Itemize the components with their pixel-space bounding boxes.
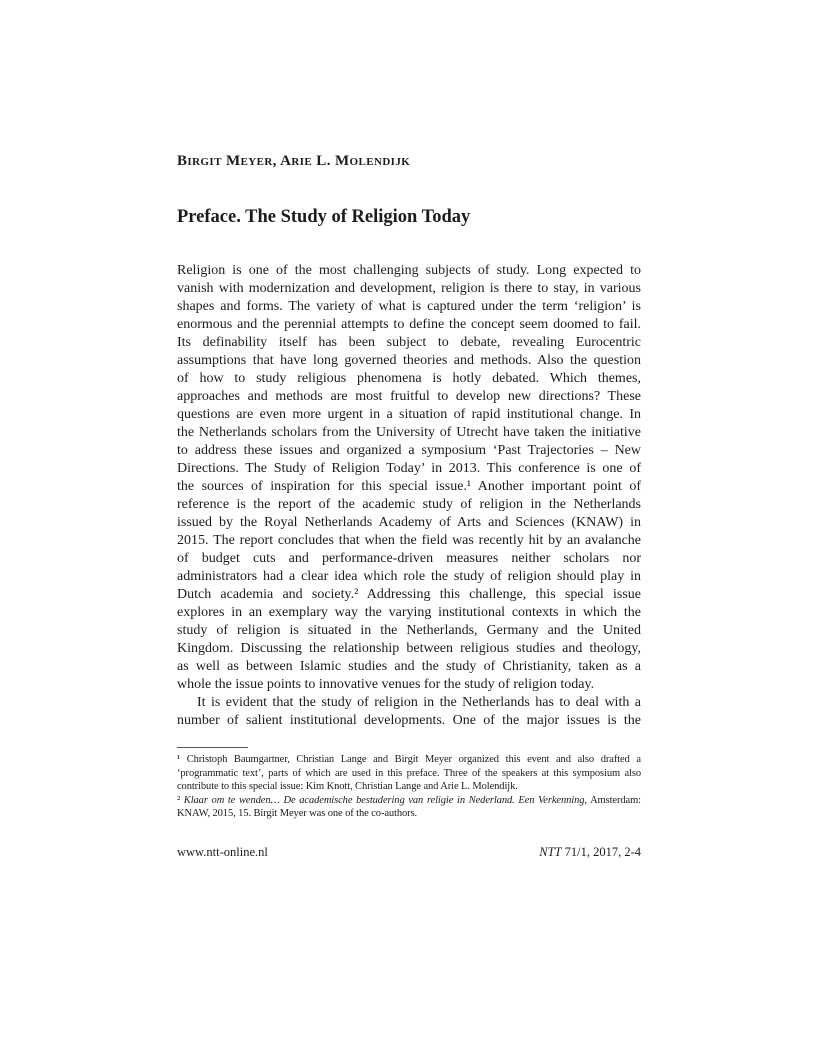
page-footer [177, 845, 641, 860]
text-line: of how to study religious phenomena is hotly debated. Which themes, [177, 371, 641, 386]
citation-text: 71/1, 2017, 2-4 [561, 845, 641, 859]
text-line: shapes and forms. The variety of what is captured under the term ‘religion’ is [177, 299, 641, 314]
text-line: 2015. The report concludes that when the field was recently hit by an avalanche [177, 533, 641, 548]
text-line: Dutch academia and society.² Addressing this challenge, this special issue [177, 587, 641, 602]
text-line: as well as between Islamic studies and the study of Christianity, taken as a [177, 659, 641, 674]
text-line: the Netherlands scholars from the University of Utrecht have taken the initiative [177, 425, 641, 440]
text-line: approaches and methods are most fruitful to develop new directions? These [177, 389, 641, 404]
text-line: enormous and the perennial attempts to define the concept seem doomed to fail. [177, 317, 641, 332]
text-line: number of salient institutional developments. One of the major issues is the [177, 713, 641, 728]
footer-website: www.ntt-online.nl [177, 845, 268, 859]
footnote-line [177, 780, 641, 794]
text-line: the sources of inspiration for this special issue.¹ Another important point of [177, 479, 641, 494]
page-title: Preface. The Study of Religion Today [177, 207, 471, 227]
text-line: whole the issue points to innovative venues for the study of religion today. [177, 677, 595, 692]
footnote-italic-text: Klaar om te wenden… De academische bestudering van religie in Nederland. Een Verkenning [183, 794, 585, 806]
footnote-text: ¹ Christoph Baumgartner, Christian Lange and Birgit Meyer organized this event and also drafted a [177, 754, 641, 765]
text-line: reference is the report of the academic study of religion in the Netherlands [177, 497, 641, 512]
footnote-text: ² [177, 794, 184, 806]
text-line: Kingdom. Discussing the relationship between religious studies and theology, [177, 641, 641, 656]
text-line: study of religion is situated in the Netherlands, Germany and the United [177, 623, 641, 638]
journal-abbrev: NTT [539, 845, 562, 859]
footnote-line [177, 807, 641, 821]
text-line: administrators had a clear idea which role the study of religion should play in [177, 569, 641, 584]
footnote-separator [177, 747, 248, 748]
paragraph [177, 262, 641, 694]
footnote-line [177, 767, 641, 781]
footnote-text: contribute to this special issue: Kim Knott, Christian Lange and Arie L. Molendijk. [177, 781, 518, 793]
text-line: explores in an exemplary way the varying institutional contexts in which the [177, 605, 641, 620]
footnote-text: , Amsterdam: [584, 794, 641, 806]
text-line: Religion is one of the most challenging subjects of study. Long expected to [177, 263, 641, 278]
footnote-line [177, 794, 641, 808]
text-line: of budget cuts and performance-driven measures neither scholars nor [177, 551, 641, 566]
text-line: questions are even more urgent in a situation of rapid institutional change. In [177, 407, 641, 422]
footer-citation [539, 845, 641, 860]
text-line: assumptions that have long governed theories and methods. Also the question [177, 353, 641, 368]
text-line: Its definability itself has been subject to debate, revealing Eurocentric [177, 335, 641, 350]
body-text [177, 262, 641, 730]
paragraph [177, 694, 641, 730]
footnote-line [177, 753, 641, 767]
footnote-text: KNAW, 2015, 15. Birgit Meyer was one of the co-authors. [177, 808, 418, 820]
text-line: Directions. The Study of Religion Today’ in 2013. This conference is one of [177, 461, 641, 476]
authors-line: Birgit Meyer, Arie L. Molendijk [177, 153, 411, 169]
text-line: to address these issues and organized a symposium ‘Past Trajectories – New [177, 443, 641, 458]
text-line: issued by the Royal Netherlands Academy of Arts and Sciences (KNAW) in [177, 515, 641, 530]
footnotes [177, 753, 641, 821]
footnote-text: ‘programmatic text’, parts of which are used in this preface. Three of the speakers at this symposium also [177, 767, 641, 779]
text-line: vanish with modernization and development, religion is there to stay, in various [177, 281, 641, 296]
text-line: It is evident that the study of religion in the Netherlands has to deal with a [197, 695, 641, 710]
